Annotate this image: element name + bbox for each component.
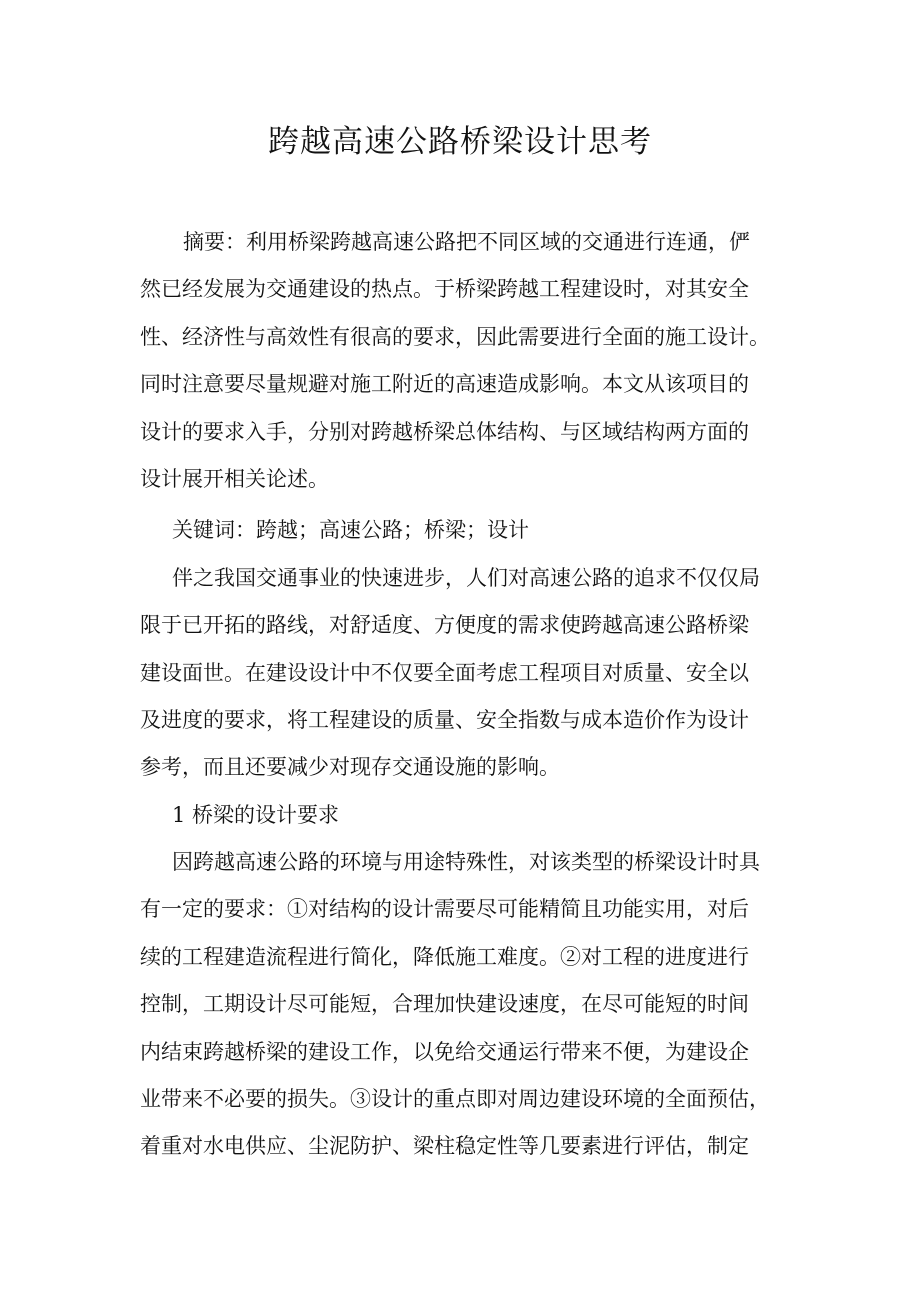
section1-line: 续的工程建造流程进行简化，降低施工难度。②对工程的进度进行 — [140, 944, 749, 969]
abstract-line: 性、经济性与高效性有很高的要求，因此需要进行全面的施工设计。 — [140, 324, 770, 349]
abstract-line: 同时注意要尽量规避对施工附近的高速造成影响。本文从该项目的 — [140, 372, 749, 397]
abstract-line: 设计展开相关论述。 — [140, 466, 329, 491]
intro-paragraph — [140, 555, 790, 792]
section1-line: 控制，工期设计尽可能短，合理加快建设速度，在尽可能短的时间 — [140, 992, 749, 1017]
section1-line: 着重对水电供应、尘泥防护、梁柱稳定性等几要素进行评估，制定 — [140, 1134, 749, 1159]
abstract-line: 然已经发展为交通建设的热点。于桥梁跨越工程建设时，对其安全 — [140, 277, 749, 302]
section-heading: 1 桥梁的设计要求 — [172, 802, 340, 827]
intro-line: 及进度的要求，将工程建设的质量、安全指数与成本造价作为设计 — [140, 707, 749, 732]
section1-line: 有一定的要求：①对结构的设计需要尽可能精简且功能实用，对后 — [140, 897, 749, 922]
section1-paragraph — [140, 839, 790, 1171]
abstract-paragraph — [140, 219, 790, 503]
document-body — [140, 219, 790, 1171]
document-title: 跨越高速公路桥梁设计思考 — [268, 124, 652, 160]
intro-line: 伴之我国交通事业的快速进步，人们对高速公路的追求不仅仅局 — [172, 565, 760, 590]
section1-line: 内结束跨越桥梁的建设工作，以免给交通运行带来不便，为建设企 — [140, 1039, 749, 1064]
intro-line: 参考，而且还要减少对现存交通设施的影响。 — [140, 755, 560, 780]
intro-line: 限于已开拓的路线，对舒适度、方便度的需求使跨越高速公路桥梁 — [140, 613, 749, 638]
abstract-line: 摘要：利用桥梁跨越高速公路把不同区域的交通进行连通，俨 — [183, 230, 750, 254]
section1-line: 因跨越高速公路的环境与用途特殊性，对该类型的桥梁设计时具 — [172, 850, 760, 875]
keywords: 关键词：跨越；高速公路；桥梁；设计 — [172, 518, 529, 543]
intro-line: 建设面世。在建设设计中不仅要全面考虑工程项目对质量、安全以 — [140, 660, 749, 685]
abstract-line: 设计的要求入手，分别对跨越桥梁总体结构、与区域结构两方面的 — [140, 419, 749, 444]
section1-line: 业带来不必要的损失。③设计的重点即对周边建设环境的全面预估， — [140, 1087, 770, 1112]
